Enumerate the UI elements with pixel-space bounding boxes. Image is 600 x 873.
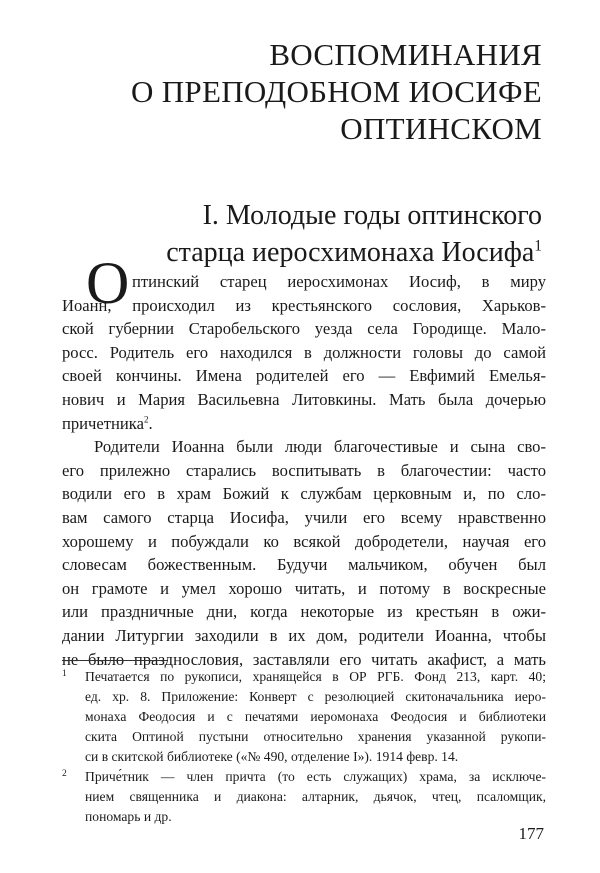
paragraph-2-line-7: он грамоте и умел хорошо читать, и потому в воскресные xyxy=(62,578,546,598)
footnotes xyxy=(62,667,546,827)
paragraph-1-line-7 xyxy=(62,412,546,436)
footnote-divider xyxy=(62,660,168,661)
main-title-line-2: О ПРЕПОДОБНОМ ИОСИФЕ xyxy=(131,74,542,109)
main-title xyxy=(131,36,542,147)
paragraph-1-line-3: ской губернии Старобельского уезда села Городище. Мало- xyxy=(62,319,546,339)
paragraph-2-line-8: или праздничные дни, когда некоторые из крестьян в ожи- xyxy=(62,602,546,622)
footnote-1-line-3: монаха Феодосия и с печатями иеромонаха Феодосия и библиотеки xyxy=(85,709,546,724)
footnote-2-line-1: Приче́тник — член причта (то есть служащих) храма, за исключе- xyxy=(85,769,546,784)
paragraph-1-end: . xyxy=(148,413,153,433)
paragraph-2-line-3: водили его в храм Божий к службам церковным и, по сло- xyxy=(62,484,546,504)
footnote-1-number: 1 xyxy=(62,669,67,679)
paragraph-1-line-5: своей кончины. Имена родителей его — Евфимий Емелья- xyxy=(62,366,546,386)
chapter-title-line-2 xyxy=(166,234,542,271)
main-title-line-3: ОПТИНСКОМ xyxy=(340,111,542,146)
footnote-1-body xyxy=(62,667,546,767)
chapter-title xyxy=(166,197,542,271)
paragraph-2-line-2: его прилежно старались воспитывать в благочестии: часто xyxy=(62,460,546,480)
footnote-2-body xyxy=(62,767,546,827)
paragraph-2-line-10: не было празднословия, заставляли его читать акафист, а мать xyxy=(62,649,546,669)
main-title-line-1: ВОСПОМИНАНИЯ xyxy=(269,37,542,72)
footnote-1-line-4: скита Оптиной пустыни относительно хранения указанной рукопи- xyxy=(85,729,546,744)
footnote-2-number: 2 xyxy=(62,769,67,779)
footnote-ref-2: 2 xyxy=(143,414,149,425)
footnote-2-line-2: нием священника и диакона: алтарник, дьячок, чтец, псаломщик, xyxy=(85,789,546,804)
footnote-1 xyxy=(62,667,546,767)
paragraph-2-line-4: вам самого старца Иосифа, учили его всему нравственно xyxy=(62,507,546,527)
paragraph-1-line-7-text: причетника xyxy=(62,413,144,433)
page-number: 177 xyxy=(518,824,544,843)
footnote-1-line-5: си в скитской библиотеке («№ 490, отделение I»). 1914 февр. 14. xyxy=(85,749,459,764)
paragraph-2 xyxy=(62,435,546,671)
chapter-title-line-2-text: старца иеросхимонаха Иосифа xyxy=(166,237,535,268)
paragraph-1-line-6: нович и Мария Васильевна Литовкины. Мать была дочерью xyxy=(62,389,546,409)
paragraph-2-line-9: дании Литургии заходили в их дом, родители Иоанна, чтобы xyxy=(62,625,546,645)
drop-cap: О xyxy=(86,250,130,316)
footnote-2 xyxy=(62,767,546,827)
paragraph-2-line-6: словесам божественным. Будучи мальчиком, обучен был xyxy=(62,555,546,575)
footnote-2-line-3: пономарь и др. xyxy=(85,809,172,824)
chapter-title-line-1: I. Молодые годы оптинского xyxy=(202,200,542,231)
footnote-1-line-1: Печатается по рукописи, хранящейся в ОР РГБ. Фонд 213, карт. 40; xyxy=(85,669,546,684)
footnote-ref-1: 1 xyxy=(534,237,542,255)
paragraph-1-line-4: росс. Родитель его находился в должности головы до самой xyxy=(62,342,546,362)
paragraph-2-line-5: хорошему и побуждали ко всякой добродетели, научая его xyxy=(62,531,546,551)
paragraph-1-line-2: Иоанн, происходил из крестьянского сословия, Харьков- xyxy=(62,295,546,315)
footnote-1-line-2: ед. хр. 8. Приложение: Конверт с резолюцией скитоначальника иеро- xyxy=(85,689,546,704)
paragraph-1-line-1: птинский старец иеросхимонах Иосиф, в миру xyxy=(132,272,546,291)
paragraph-2-line-1: Родители Иоанна были люди благочестивые и сына сво- xyxy=(94,437,546,457)
